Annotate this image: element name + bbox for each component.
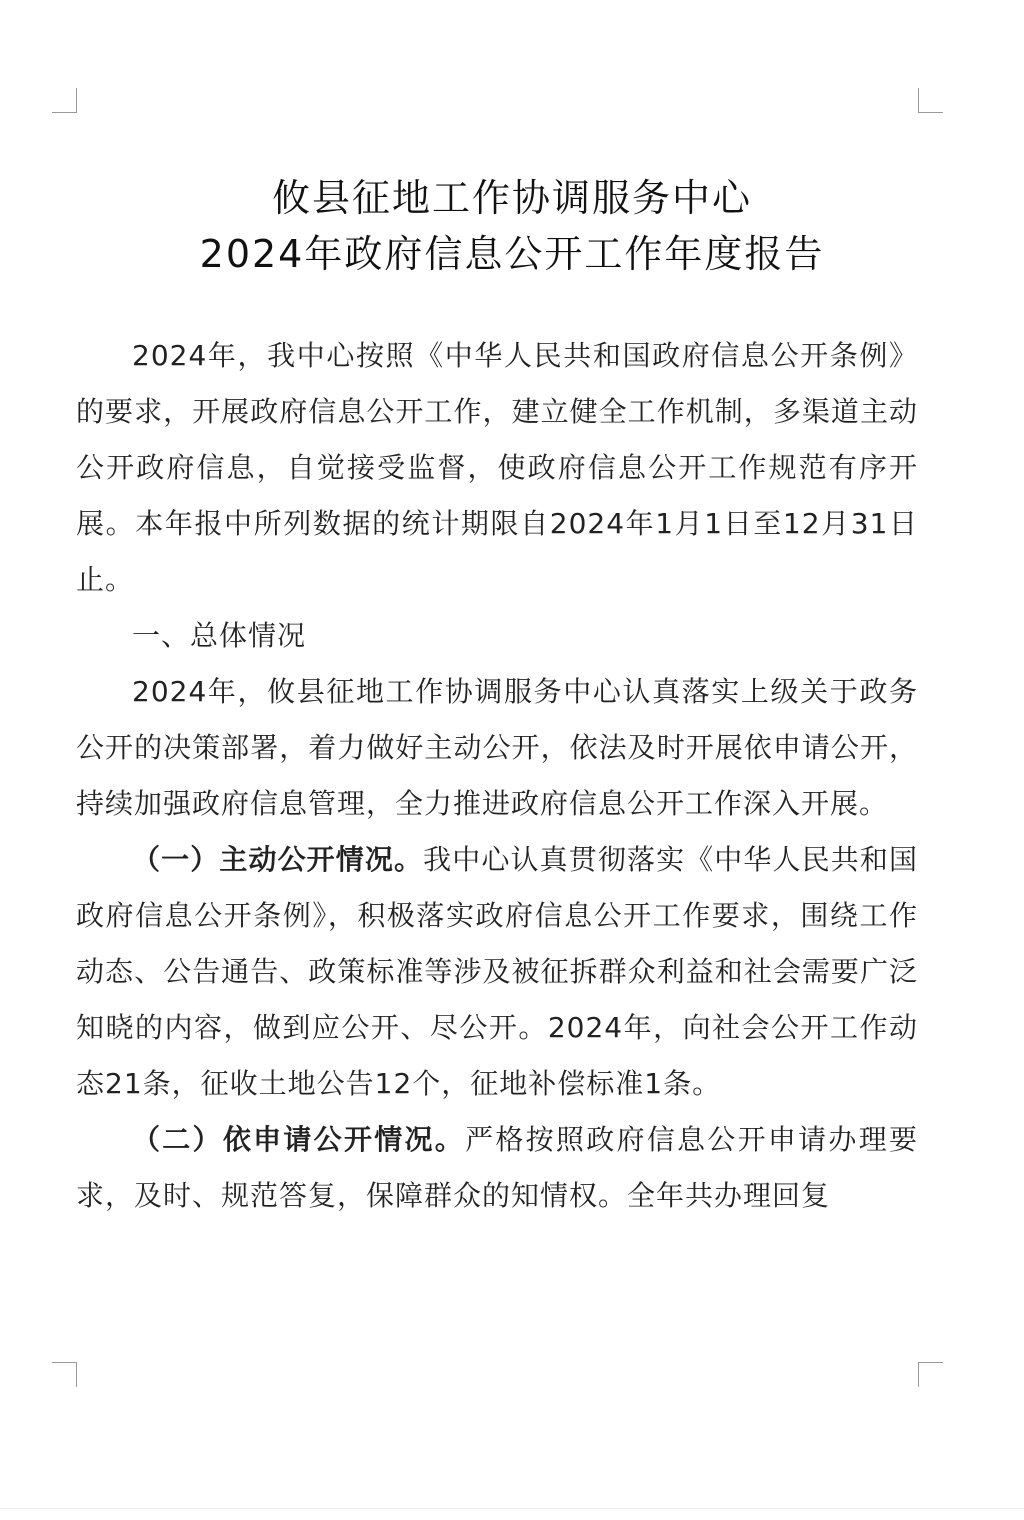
application-disclosure-paragraph: [76, 1112, 918, 1224]
proactive-disclosure-heading: （一）主动公开情况。: [132, 843, 424, 876]
section-heading-overview: 一、总体情况: [132, 619, 307, 652]
overview-paragraph: 2024年，攸县征地工作协调服务中心认真落实上级关于政务公开的决策部署，着力做好主动公开，依法及时开展依申请公开，持续加强政府信息管理，全力推进政府信息公开工作深入开展。: [76, 675, 918, 820]
proactive-disclosure-paragraph: [76, 832, 918, 1112]
crop-mark-bottom-left: [52, 1362, 77, 1387]
crop-mark-top-right: [918, 88, 943, 113]
application-disclosure-heading: （二）依申请公开情况。: [132, 1123, 466, 1156]
page-bottom-edge: [0, 1508, 1024, 1509]
intro-paragraph: 2024年，我中心按照《中华人民共和国政府信息公开条例》的要求，开展政府信息公开工作，建立健全工作机制，多渠道主动公开政府信息，自觉接受监督，使政府信息公开工作规范有序开展。本年报中所列数据的统计期限自2024年1月1日至12月31日止。: [76, 339, 918, 596]
crop-mark-top-left: [52, 88, 77, 113]
report-title: [0, 170, 1024, 282]
application-disclosure-text: 严格按照政府信息公开申请办理要求，及时、规范答复，保障群众的知情权。全年共办理回复: [76, 1123, 918, 1212]
title-line-2: 2024年政府信息公开工作年度报告: [199, 232, 825, 276]
proactive-disclosure-text: 我中心认真贯彻落实《中华人民共和国政府信息公开条例》，积极落实政府信息公开工作要求，围绕工作动态、公告通告、政策标准等涉及被征拆群众利益和社会需要广泛知晓的内容，做到应公开、尽公开。2024年，向社会公开工作动态21条，征收土地公告12个，征地补偿标准1条。: [76, 843, 918, 1100]
crop-mark-bottom-right: [918, 1362, 943, 1387]
title-line-1: 攸县征地工作协调服务中心: [271, 176, 752, 220]
report-body: [76, 328, 918, 1224]
